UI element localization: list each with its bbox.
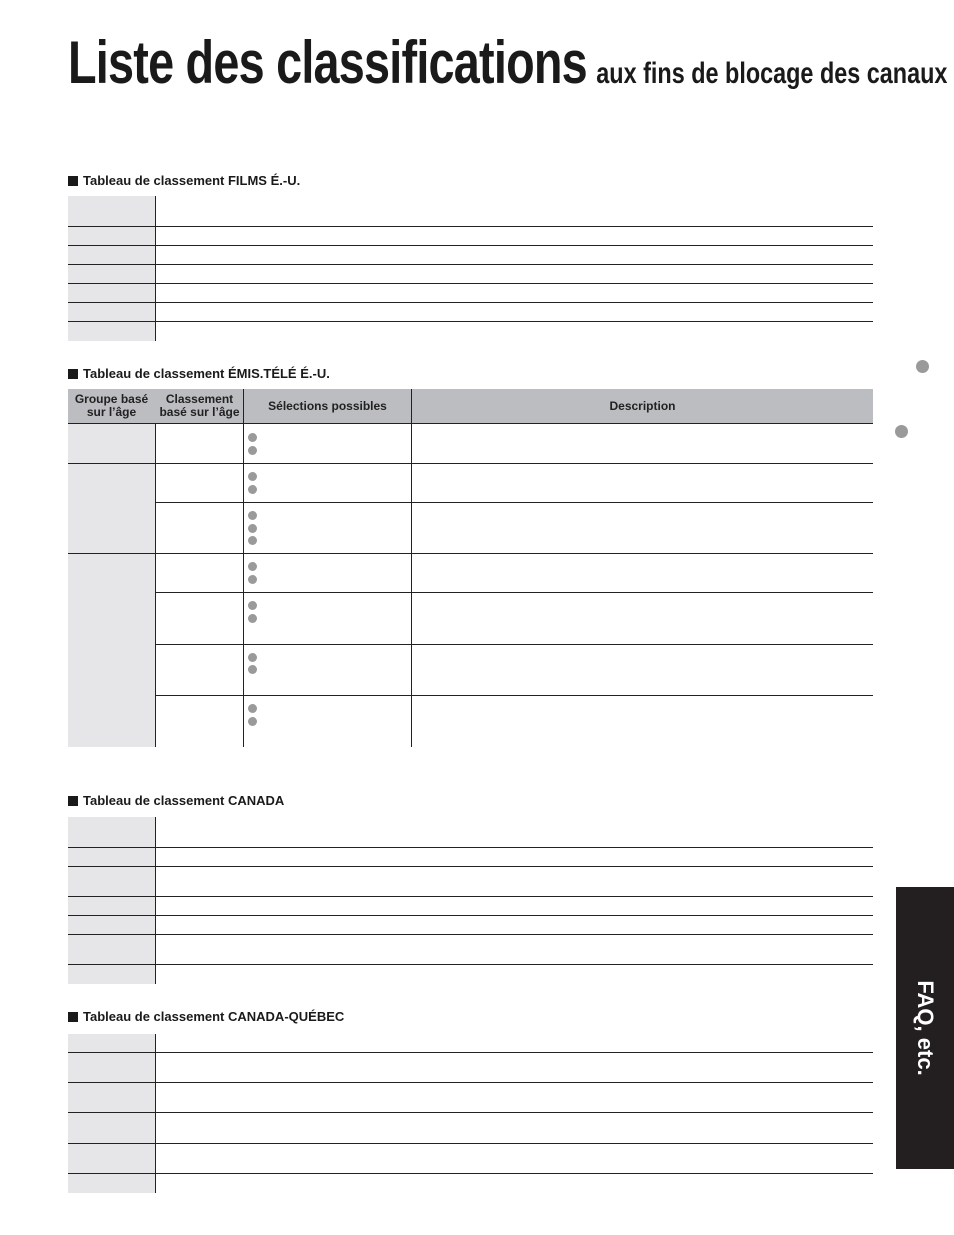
table-row bbox=[68, 848, 873, 867]
table-row bbox=[68, 1053, 873, 1083]
tv-table-header bbox=[68, 389, 873, 424]
films-table bbox=[68, 196, 873, 341]
page-title bbox=[68, 28, 947, 97]
square-bullet-icon bbox=[68, 796, 78, 806]
table-row bbox=[68, 1083, 873, 1113]
bullet-dot-icon bbox=[916, 360, 929, 373]
table-row bbox=[68, 965, 873, 984]
section-heading-canada bbox=[68, 793, 284, 808]
page-title-main: Liste des classifications bbox=[68, 29, 587, 96]
section-heading-films bbox=[68, 173, 300, 188]
table-row bbox=[68, 1113, 873, 1144]
table-row bbox=[68, 897, 873, 916]
table-row bbox=[68, 265, 873, 284]
header-group: Groupe basé sur l’âge bbox=[74, 392, 149, 419]
header-selections: Sélections possibles bbox=[268, 398, 387, 413]
table-row bbox=[68, 817, 873, 848]
square-bullet-icon bbox=[68, 176, 78, 186]
table-row bbox=[68, 1144, 873, 1174]
section-heading-quebec bbox=[68, 1009, 344, 1024]
canada-table bbox=[68, 817, 873, 984]
section-heading-tv bbox=[68, 366, 330, 381]
faq-side-tab[interactable] bbox=[896, 887, 954, 1169]
section-heading-tv-label: Tableau de classement ÉMIS.TÉLÉ É.-U. bbox=[83, 366, 330, 381]
table-row bbox=[68, 1034, 873, 1053]
table-row bbox=[68, 916, 873, 935]
section-heading-canada-label: Tableau de classement CANADA bbox=[83, 793, 285, 808]
section-heading-films-label: Tableau de classement FILMS É.-U. bbox=[83, 173, 301, 188]
table-row bbox=[68, 196, 873, 227]
table-row bbox=[68, 284, 873, 303]
table-row bbox=[68, 1174, 873, 1193]
square-bullet-icon bbox=[68, 1012, 78, 1022]
header-rating: Classement basé sur l’âge bbox=[159, 392, 240, 419]
table-row bbox=[68, 246, 873, 265]
table-row bbox=[68, 322, 873, 341]
group-column bbox=[68, 424, 156, 747]
header-description: Description bbox=[609, 398, 676, 413]
section-heading-quebec-label: Tableau de classement CANADA-QUÉBEC bbox=[83, 1009, 345, 1024]
square-bullet-icon bbox=[68, 369, 78, 379]
table-row bbox=[68, 935, 873, 965]
faq-side-tab-label: FAQ, etc. bbox=[913, 980, 938, 1076]
quebec-table bbox=[68, 1034, 873, 1193]
page-title-sub: aux fins de blocage des canaux bbox=[596, 57, 948, 90]
bullet-dot-icon bbox=[895, 425, 908, 438]
tv-table bbox=[68, 389, 873, 747]
table-row bbox=[68, 867, 873, 897]
table-row bbox=[68, 227, 873, 246]
table-row bbox=[68, 303, 873, 322]
